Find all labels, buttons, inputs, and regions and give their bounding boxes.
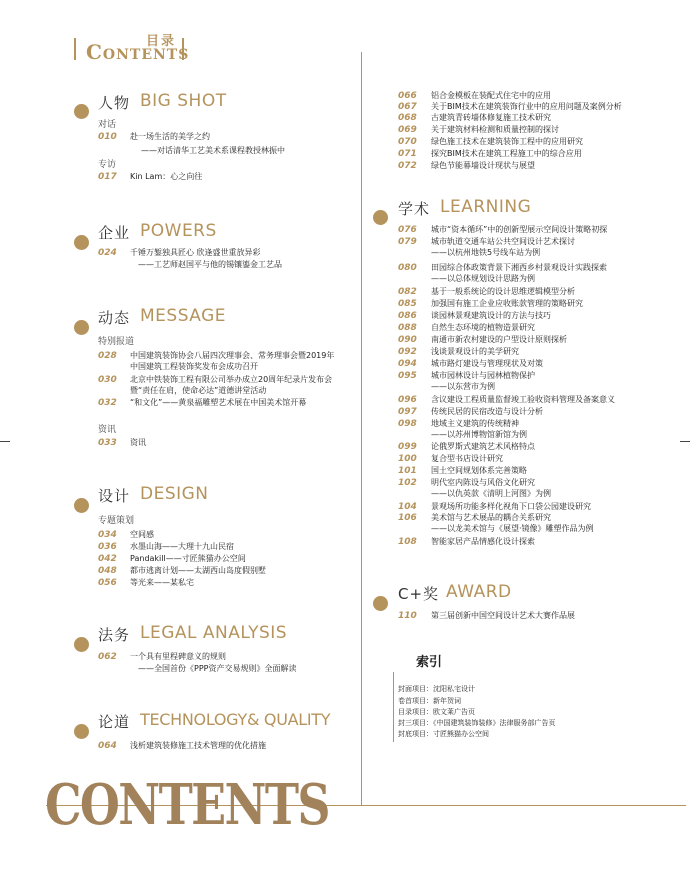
entry-title: 浅谈景观设计的美学研究	[431, 347, 519, 356]
toc-entry[interactable]	[398, 465, 527, 477]
page-number: 090	[398, 335, 417, 345]
entry-title: ——以总体规划设计思路为例	[431, 274, 535, 283]
section-title-cn-powers: 企业	[98, 224, 131, 242]
toc-entry[interactable]	[98, 529, 154, 541]
toc-entry[interactable]	[398, 346, 519, 358]
crop-mark-left	[0, 441, 10, 442]
toc-entry[interactable]	[398, 136, 583, 148]
entry-title: 加强国有施工企业应收账款管理的策略研究	[431, 299, 583, 308]
section-dot-powers	[74, 235, 89, 250]
toc-entry[interactable]	[398, 298, 583, 310]
section-dot-bigshot	[74, 104, 89, 119]
section-dot-award	[373, 596, 388, 611]
page-number: 110	[398, 611, 417, 621]
toc-entry[interactable]	[98, 553, 246, 565]
page-number: 010	[98, 132, 117, 142]
entry-title: 水墨山海——大理十九山民宿	[130, 542, 234, 551]
entry-title: Pandakill——寸匠熊猫办公空间	[130, 554, 246, 563]
section-title-cn-learning: 学术	[398, 200, 431, 218]
toc-entry[interactable]	[98, 131, 210, 143]
index-row: 封三项目：《中国建筑装饰装修》法律服务部广告页	[398, 719, 556, 727]
page-number: 064	[98, 741, 117, 751]
toc-entry[interactable]	[398, 334, 567, 346]
entry-title: 田园综合体政策背景下湘西乡村景观设计实践探索	[431, 263, 607, 272]
entry-title: 等光来——某私宅	[130, 578, 194, 587]
entry-title: 千锤万錾独具匠心 欣逢盛世重放异彩	[130, 248, 261, 257]
page-number: 100	[398, 454, 417, 464]
toc-entry-cont	[398, 247, 540, 258]
entry-title: 北京中铁装饰工程有限公司举办成立20周年纪录片发布会	[130, 375, 333, 384]
section-title-en-tech: TECHNOLOGY& QUALITY	[140, 710, 331, 729]
toc-entry[interactable]	[398, 124, 559, 136]
entry-subtitle: ——全国首份《PPP资产交易规则》全面解读	[138, 664, 297, 673]
section-dot-legal	[74, 637, 89, 652]
toc-entry[interactable]	[398, 322, 535, 334]
section-dot-message	[74, 320, 89, 335]
toc-entry[interactable]	[398, 148, 582, 160]
toc-entry[interactable]	[98, 171, 202, 183]
entry-title: 谈园林景观建筑设计的方法与技巧	[431, 311, 551, 320]
entry-title: 暨“责任在肩，使命必达”道德讲堂活动	[130, 386, 267, 395]
toc-entry-cont	[98, 361, 258, 372]
entry-title: 城市“资本循环”中的创新型展示空间设计策略初探	[431, 225, 608, 234]
section-title-cn-message: 动态	[98, 309, 131, 327]
header-title-en	[86, 40, 189, 64]
toc-entry[interactable]	[98, 397, 306, 409]
toc-entry[interactable]	[98, 247, 261, 259]
entry-title: 浅析建筑装修施工技术管理的优化措施	[130, 741, 266, 750]
page-number: 104	[398, 502, 417, 512]
page-number: 056	[98, 578, 117, 588]
toc-entry[interactable]	[98, 541, 234, 553]
column-divider	[361, 52, 362, 805]
page-number: 072	[398, 161, 417, 171]
toc-entry[interactable]	[398, 286, 575, 298]
entry-title: 南通市新农村建设的户型设计原则探析	[431, 335, 567, 344]
page-number: 070	[398, 137, 417, 147]
entry-title: 复合型书店设计研究	[431, 454, 503, 463]
toc-entry-cont	[398, 381, 495, 392]
section-title-en-powers: POWERS	[140, 221, 217, 241]
section-dot-tech	[74, 724, 89, 739]
page-number: 068	[398, 113, 417, 123]
toc-entry-cont	[98, 385, 266, 396]
entry-title: 景观场所功能多样化视角下口袋公园建设研究	[431, 502, 591, 511]
page-number: 024	[98, 248, 117, 258]
toc-entry[interactable]	[398, 112, 551, 124]
section-title-cn-tech: 论道	[98, 713, 131, 731]
index-row: 封面项目：沈阳私宅设计	[398, 685, 475, 693]
toc-entry-cont	[398, 273, 535, 284]
section-title-en-bigshot: BIG SHOT	[140, 91, 227, 111]
entry-title: 自然生态环境的植物造景研究	[431, 323, 535, 332]
entry-title: 铝合金模板在装配式住宅中的应用	[431, 91, 551, 100]
header-title-rest: ONTENTS	[102, 47, 190, 63]
entry-title: 含议建设工程质量监督竣工验收资料管理及备案意义	[431, 395, 615, 404]
entry-title: 都市逃离计划——太湖西山岛度假别墅	[130, 566, 266, 575]
index-row: 卷首项目：新年贺词	[398, 697, 461, 705]
bigshot-sub-interview: 专访	[98, 160, 117, 170]
page-number: 086	[398, 311, 417, 321]
entry-title: 智能家居产品情感化设计探索	[431, 537, 535, 546]
page-number: 033	[98, 438, 117, 448]
section-title-cn-award: C+奖	[398, 585, 440, 603]
page-number: 097	[398, 407, 417, 417]
entry-title: 城市园林设计与园林植物保护	[431, 371, 535, 380]
toc-entry[interactable]	[98, 740, 266, 752]
bigshot-sub-dialogue: 对话	[98, 120, 117, 130]
entry-title: ——以仇英款《清明上河图》为例	[431, 489, 551, 498]
page-number: 066	[398, 91, 417, 101]
section-title-en-legal: LEGAL ANALYSIS	[140, 623, 288, 643]
entry-title: 论俄罗斯式建筑艺术风格特点	[431, 442, 535, 451]
design-sub-feature: 专题策划	[98, 516, 135, 526]
section-title-cn-bigshot: 人物	[98, 94, 131, 112]
entry-title: 赴一场生活的美学之约	[130, 132, 210, 141]
page-number: 042	[98, 554, 117, 564]
toc-entry[interactable]	[398, 394, 615, 406]
entry-title: 关于BIM技术在建筑装饰行业中的应用问题及案例分析	[431, 102, 622, 111]
entry-title: 绿色施工技术在建筑装饰工程中的应用研究	[431, 137, 583, 146]
toc-entry[interactable]	[98, 577, 194, 589]
section-title-en-message: MESSAGE	[140, 306, 227, 326]
section-title-en-design: DESIGN	[140, 484, 209, 504]
toc-entry[interactable]	[98, 437, 146, 449]
entry-title: 城市路灯建设与管理现状及对策	[431, 359, 543, 368]
entry-title: 明代室内陈设与风俗文化研究	[431, 478, 535, 487]
page-number: 108	[398, 537, 417, 547]
entry-title: ——以杭州地铁5号线车站为例	[431, 248, 541, 257]
entry-title: 第三届创新中国空间设计艺术大赛作品展	[431, 611, 575, 620]
entry-title: 关于建筑材料检测和质量控制的探讨	[431, 125, 559, 134]
entry-title: 中国建筑装饰协会八届四次理事会、常务理事会暨2019年	[130, 351, 335, 360]
section-dot-design	[74, 498, 89, 513]
entry-title: 城市轨道交通车站公共空间设计艺术探讨	[431, 237, 575, 246]
page-number: 092	[398, 347, 417, 357]
section-title-en-learning: LEARNING	[440, 197, 532, 217]
section-title-en-award: AWARD	[446, 582, 512, 602]
page-number: 069	[398, 125, 417, 135]
page-number: 082	[398, 287, 417, 297]
entry-title: 地域主义建筑的传统精神	[431, 419, 519, 428]
header-bar-left	[74, 38, 76, 60]
index-rule	[393, 672, 394, 742]
toc-entry[interactable]	[98, 651, 226, 663]
header-title-initial: C	[86, 40, 103, 64]
toc-entry[interactable]	[398, 453, 503, 465]
section-title-cn-legal: 法务	[98, 626, 131, 644]
entry-title: ——以苏州博物馆新馆为例	[431, 430, 527, 439]
section-dot-learning	[373, 210, 388, 225]
toc-entry-cont	[398, 523, 594, 534]
entry-title: 古建筑青砖墙体修复施工技术研究	[431, 113, 551, 122]
page-number: 076	[398, 225, 417, 235]
page-number: 098	[398, 419, 417, 429]
page-number: 017	[98, 172, 117, 182]
entry-title: ——以龙美术馆与《展望·镜像》雕塑作品为例	[431, 524, 594, 533]
page-number: 099	[398, 442, 417, 452]
page-number: 062	[98, 652, 117, 662]
entry-title: 传统民居的民宿改造与设计分析	[431, 407, 543, 416]
page-number: 036	[98, 542, 117, 552]
entry-title: 美术馆与艺术展品的耦合关系研究	[431, 513, 551, 522]
entry-title: 绿色节能幕墙设计现状与展望	[431, 161, 535, 170]
toc-entry-cont	[398, 429, 527, 440]
entry-title: 一个具有里程碑意义的规则	[130, 652, 226, 661]
page-number: 079	[398, 237, 417, 247]
page-number: 071	[398, 149, 417, 159]
toc-entry[interactable]	[398, 224, 607, 236]
toc-entry[interactable]	[398, 406, 543, 418]
toc-entry[interactable]	[398, 441, 535, 453]
entry-title: Kin Lam：心之向往	[130, 172, 203, 181]
toc-entry[interactable]	[398, 310, 551, 322]
page-number: 028	[98, 351, 117, 361]
entry-subtitle: ——工艺师赵国平与他的锡镶鎏金工艺品	[138, 260, 282, 269]
toc-entry[interactable]	[398, 536, 535, 548]
index-row: 封底项目：寸匠熊猫办公空间	[398, 730, 489, 738]
entry-title: 中国建筑工程装饰奖发布会成功召开	[130, 362, 258, 371]
page-number: 101	[398, 466, 417, 476]
entry-title: “和文化”——黄泉福雕塑艺术展在中国美术馆开幕	[130, 398, 307, 407]
entry-title: 探究BIM技术在建筑工程施工中的综合应用	[431, 149, 582, 158]
page-number: 032	[98, 398, 117, 408]
message-sub-special: 特别报道	[98, 337, 135, 347]
index-row: 目录项目：欧文莱广告页	[398, 708, 475, 716]
header-title-cn: 目录	[146, 34, 177, 49]
message-sub-news: 资讯	[98, 425, 117, 435]
toc-entry[interactable]	[398, 358, 543, 370]
entry-subtitle: ——对话清华工艺美术系课程教授林振中	[141, 146, 285, 155]
page-number: 095	[398, 371, 417, 381]
crop-mark-right	[680, 441, 690, 442]
footer-big-contents: CONTENTS	[45, 772, 329, 838]
toc-entry[interactable]	[98, 565, 266, 577]
page-number: 106	[398, 513, 417, 523]
page-number: 085	[398, 299, 417, 309]
page-number: 088	[398, 323, 417, 333]
toc-entry[interactable]	[398, 610, 575, 622]
page-number: 102	[398, 478, 417, 488]
entry-title: 国土空间规划体系完善策略	[431, 466, 527, 475]
entry-title: ——以东营市为例	[431, 382, 495, 391]
entry-title: 空间感	[130, 530, 154, 539]
entry-title: 资讯	[130, 438, 146, 447]
page-number: 067	[398, 102, 417, 112]
toc-entry-cont	[398, 488, 551, 499]
index-title: 索引	[416, 655, 443, 670]
page-number: 030	[98, 375, 117, 385]
page-number: 034	[98, 530, 117, 540]
page-number: 048	[98, 566, 117, 576]
section-title-cn-design: 设计	[98, 487, 131, 505]
page-number: 096	[398, 395, 417, 405]
toc-entry[interactable]	[398, 160, 535, 172]
page-number: 094	[398, 359, 417, 369]
page-number: 080	[398, 263, 417, 273]
entry-title: 基于一般系统论的设计思维逻辑模型分析	[431, 287, 575, 296]
